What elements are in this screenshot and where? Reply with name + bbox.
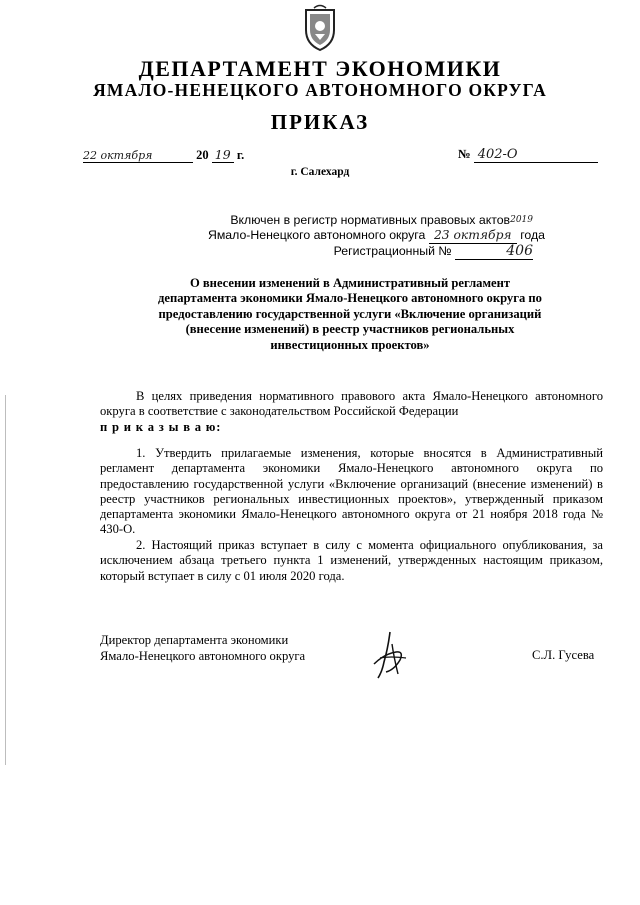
handwritten-signature	[360, 628, 420, 683]
title-line: предоставлению государственной услуги «Включение организаций	[158, 306, 542, 321]
intro-paragraph: В целях приведения нормативного правового акта Ямало-Ненецкого автономного округа в соответствие с законодательством Российской Федерации	[100, 389, 603, 419]
order-title	[100, 276, 600, 353]
position-line-2: Ямало-Ненецкого автономного округа	[100, 648, 306, 663]
title-line: департамента экономики Ямало-Ненецкого автономного округа по	[158, 291, 542, 306]
registry-line-2-end: года	[520, 228, 545, 242]
date-handwritten: 22 октября	[83, 149, 193, 163]
order-word: п р и к а з ы в а ю:	[100, 420, 222, 434]
department-line-1: ДЕПАРТАМЕНТ ЭКОНОМИКИ	[138, 56, 502, 81]
number-handwritten: 402-О	[474, 147, 598, 163]
department-line-2: ЯМАЛО-НЕНЕЦКОГО АВТОНОМНОГО ОКРУГА	[93, 80, 547, 100]
city: г. Салехард	[290, 166, 350, 178]
registry-date-hand: 23 октября	[429, 228, 517, 244]
date-year-handwritten: 19	[212, 147, 234, 163]
title-line: инвестиционных проектов»	[270, 337, 430, 352]
signatory-position	[100, 633, 305, 664]
item-1-paragraph: 1. Утвердить прилагаемые изменения, которые вносятся в Административный регламент департамента экономики Ямало-Ненецкого автономного округа по предоставлению государственной услуги «Включение организаций (внесение изменений) в реестр участников региональных инвестиционных проектов», утвержденный приказом департамента экономики Ямало-Ненецкого автономного округа от 21 ноября 2018 года № 430-О.	[100, 446, 603, 537]
registry-line-2: Ямало-Ненецкого автономного округа	[207, 228, 426, 242]
registry-line-3: Регистрационный №	[333, 244, 452, 258]
coat-of-arms-icon	[300, 4, 340, 52]
date-year-prefix: 20	[196, 148, 209, 162]
date-line	[83, 147, 244, 163]
scan-artifact-line	[5, 395, 6, 765]
item-2-paragraph: 2. Настоящий приказ вступает в силу с момента официального опубликования, за исключением абзаца третьего пункта 1 изменений, утвержденных настоящим приказом, который вступает в силу с 01 июля 2020 года.	[100, 538, 603, 583]
title-line: (внесение изменений) в реестр участников региональных	[185, 322, 515, 337]
signatory-name: С.Л. Гусева	[532, 648, 595, 662]
registry-number-hand: 406	[455, 244, 533, 260]
registry-line-1: Включен в регистр нормативных правовых актов	[230, 213, 511, 227]
date-g: г.	[236, 148, 245, 162]
doc-type-title: ПРИКАЗ	[270, 110, 370, 134]
number-line	[458, 147, 598, 163]
registry-year-hand: 2019	[510, 215, 533, 225]
number-label: №	[458, 147, 471, 161]
registry-block	[165, 213, 545, 260]
title-line: О внесении изменений в Административный регламент	[189, 276, 511, 290]
position-line-1: Директор департамента экономики	[100, 633, 289, 647]
